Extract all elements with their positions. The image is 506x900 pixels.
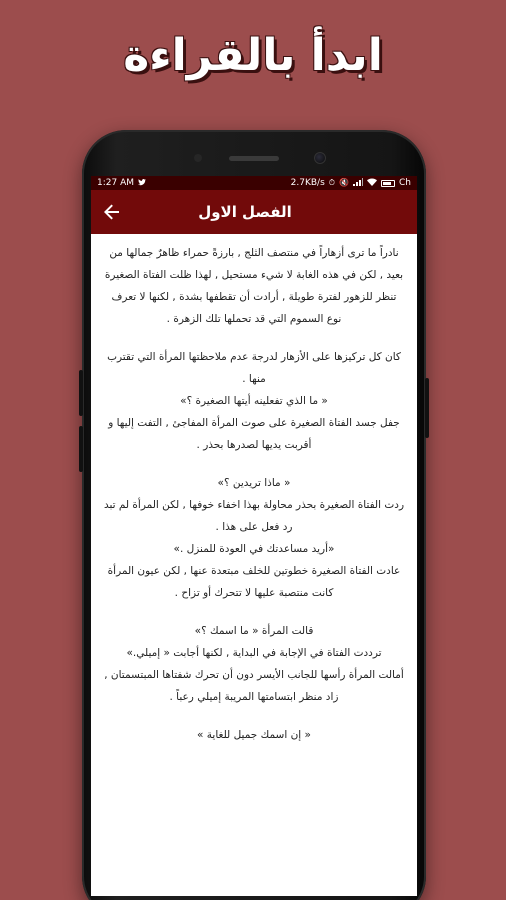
paragraph: كان كل تركيزها على الأزهار لدرجة عدم ملاحظتها المرأة التي تقترب منها . — [107, 351, 401, 385]
paragraph: « ما الذي تفعلينه أيتها الصغيرة ؟» — [180, 395, 328, 407]
proximity-sensor — [194, 154, 202, 162]
power-button — [425, 378, 429, 438]
phone-frame — [82, 130, 426, 900]
promo-title: ابدأ بالقراءة — [123, 30, 383, 81]
back-arrow-icon[interactable] — [99, 199, 125, 225]
app-toolbar — [91, 190, 417, 234]
paragraph: أمالت المرأة رأسها للجانب الأيسر دون أن تحرك شفتاها المبتسمتان , زاد منظر ابتسامتها المريبة إميلي رعباً . — [104, 669, 404, 703]
clock-icon: ⏱ — [328, 178, 336, 187]
earpiece-speaker — [229, 156, 279, 161]
paragraph: ترددت الفتاة في الإجابة في البداية , لكنها أجابت « إميلي.» — [126, 647, 382, 659]
phone-screen — [91, 176, 417, 896]
volume-down-button — [79, 426, 83, 472]
paragraph: جفل جسد الفتاة الصغيرة على صوت المرأة المفاجئ , التفت إليها و أقربت يديها لصدرها بحذر . — [108, 417, 400, 451]
status-bar — [91, 176, 417, 190]
mute-icon: 🔇 — [339, 178, 349, 187]
network-speed: 2.7KB/s — [290, 178, 325, 188]
status-time: 1:27 AM — [97, 178, 134, 188]
signal-icon — [353, 178, 363, 188]
battery-label: Ch — [399, 178, 411, 188]
volume-up-button — [79, 370, 83, 416]
paragraph: عادت الفتاة الصغيرة خطوتين للخلف مبتعدة عنها , لكن عيون المرأة كانت منتصبة عليها لا تتحرك أو تزاح . — [107, 565, 401, 599]
front-camera — [314, 152, 326, 164]
paragraph: «أريد مساعدتك في العودة للمنزل .» — [173, 543, 335, 555]
paragraph: « إن اسمك جميل للغاية » — [197, 729, 311, 741]
battery-icon — [381, 180, 395, 187]
paragraph: نادراً ما ترى أزهاراً في منتصف الثلج , بارزةً حمراء ظاهرٌ جمالها من بعيد , لكن في هذه الغابة لا شيء مستحيل , لهذا ظلت الفتاة الصغيرة تنظر للزهور لفترة طويلة , أرادت أن تقطفها بشدة , لكنها لا تعرف نوع السموم التي قد تحملها تلك الزهرة . — [104, 247, 404, 325]
chapter-content[interactable] — [91, 234, 417, 746]
paragraph: ردت الفتاة الصغيرة بحذر محاولة بهذا اخفاء خوفها , لكن المرأة لم تبد رد فعل على هذا . — [103, 499, 405, 533]
twitter-icon — [138, 179, 146, 188]
paragraph: قالت المرأة « ما اسمك ؟» — [194, 625, 314, 637]
wifi-icon — [367, 178, 377, 188]
paragraph: « ماذا تريدين ؟» — [217, 477, 291, 489]
chapter-title: الفصل الاول — [198, 203, 292, 221]
